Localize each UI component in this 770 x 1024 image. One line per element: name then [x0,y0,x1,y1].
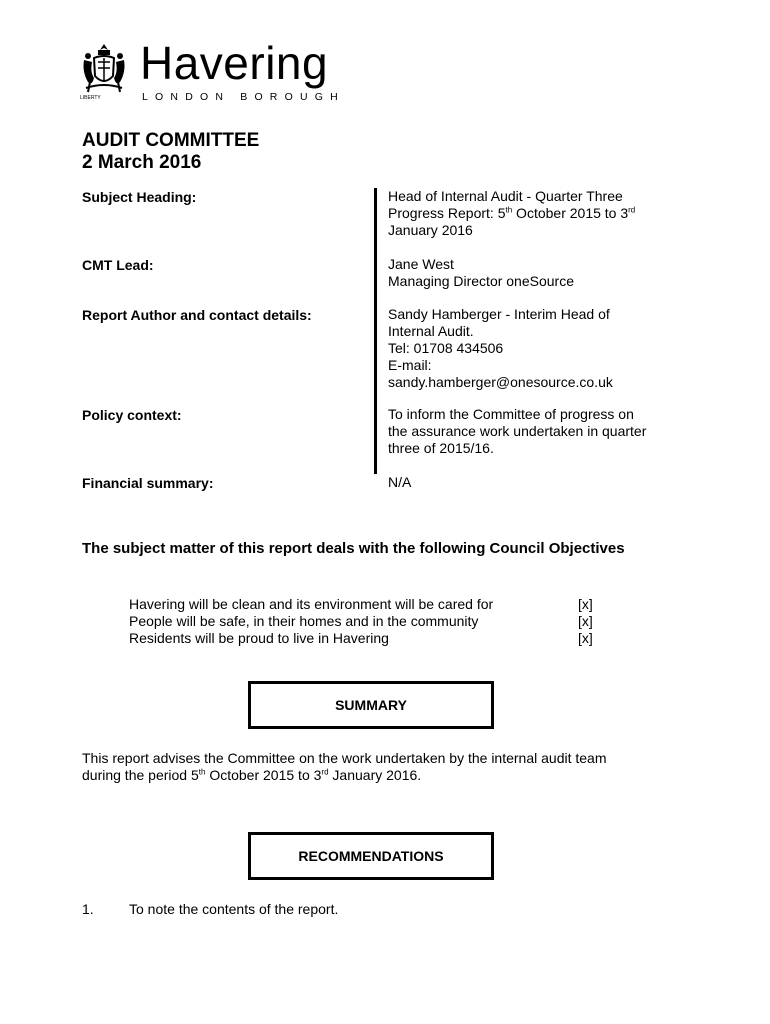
policy-value: To inform the Committee of progress on the assurance work undertaken in quarter three of 2015/16. [388,406,647,456]
policy-label: Policy context: [82,407,182,423]
subject-value: Head of Internal Audit - Quarter Three Progress Report: 5th October 2015 to 3rd January 2016 [388,188,636,238]
summary-paragraph: This report advises the Committee on the work undertaken by the internal audit team during the period 5th October 2015 to 3rd January 2016. [82,750,607,783]
cmt-label: CMT Lead: [82,257,154,273]
objective-item: Havering will be clean and its environment will be cared for [129,596,494,612]
objective-item: Residents will be proud to live in Havering [129,630,389,646]
financial-value: N/A [388,474,412,490]
summary-heading: SUMMARY [335,697,407,713]
document-date: 2 March 2016 [82,152,202,173]
financial-label: Financial summary: [82,475,214,491]
recommendation-number: 1. [82,901,94,917]
brand-wordmark: Havering [140,37,329,89]
objective-item: People will be safe, in their homes and in the community [129,613,479,629]
crest-icon [80,42,128,102]
objective-mark: [x] [578,613,593,629]
brand-subtitle: LONDON BOROUGH [142,91,345,103]
author-email-link[interactable]: sandy.hamberger@onesource.co.uk [388,374,613,390]
crest-motto: LIBERTY [80,95,101,101]
objective-mark: [x] [578,630,593,646]
subject-label: Subject Heading: [82,189,197,205]
objective-mark: [x] [578,596,593,612]
recommendations-heading-box [248,832,494,880]
document-title: AUDIT COMMITTEE [82,130,260,151]
recommendation-text: To note the contents of the report. [129,901,339,917]
objectives-heading: The subject matter of this report deals with the following Council Objectives [82,540,625,557]
author-value: Sandy Hamberger - Interim Head of Internal Audit. Tel: 01708 434506 E-mail: sandy.hamberger@onesource.co.uk [388,306,688,391]
summary-heading-box [248,681,494,729]
author-label: Report Author and contact details: [82,307,312,323]
cmt-value: Jane West Managing Director oneSource [388,256,574,289]
recommendations-heading: RECOMMENDATIONS [298,848,444,864]
column-divider [374,188,377,474]
